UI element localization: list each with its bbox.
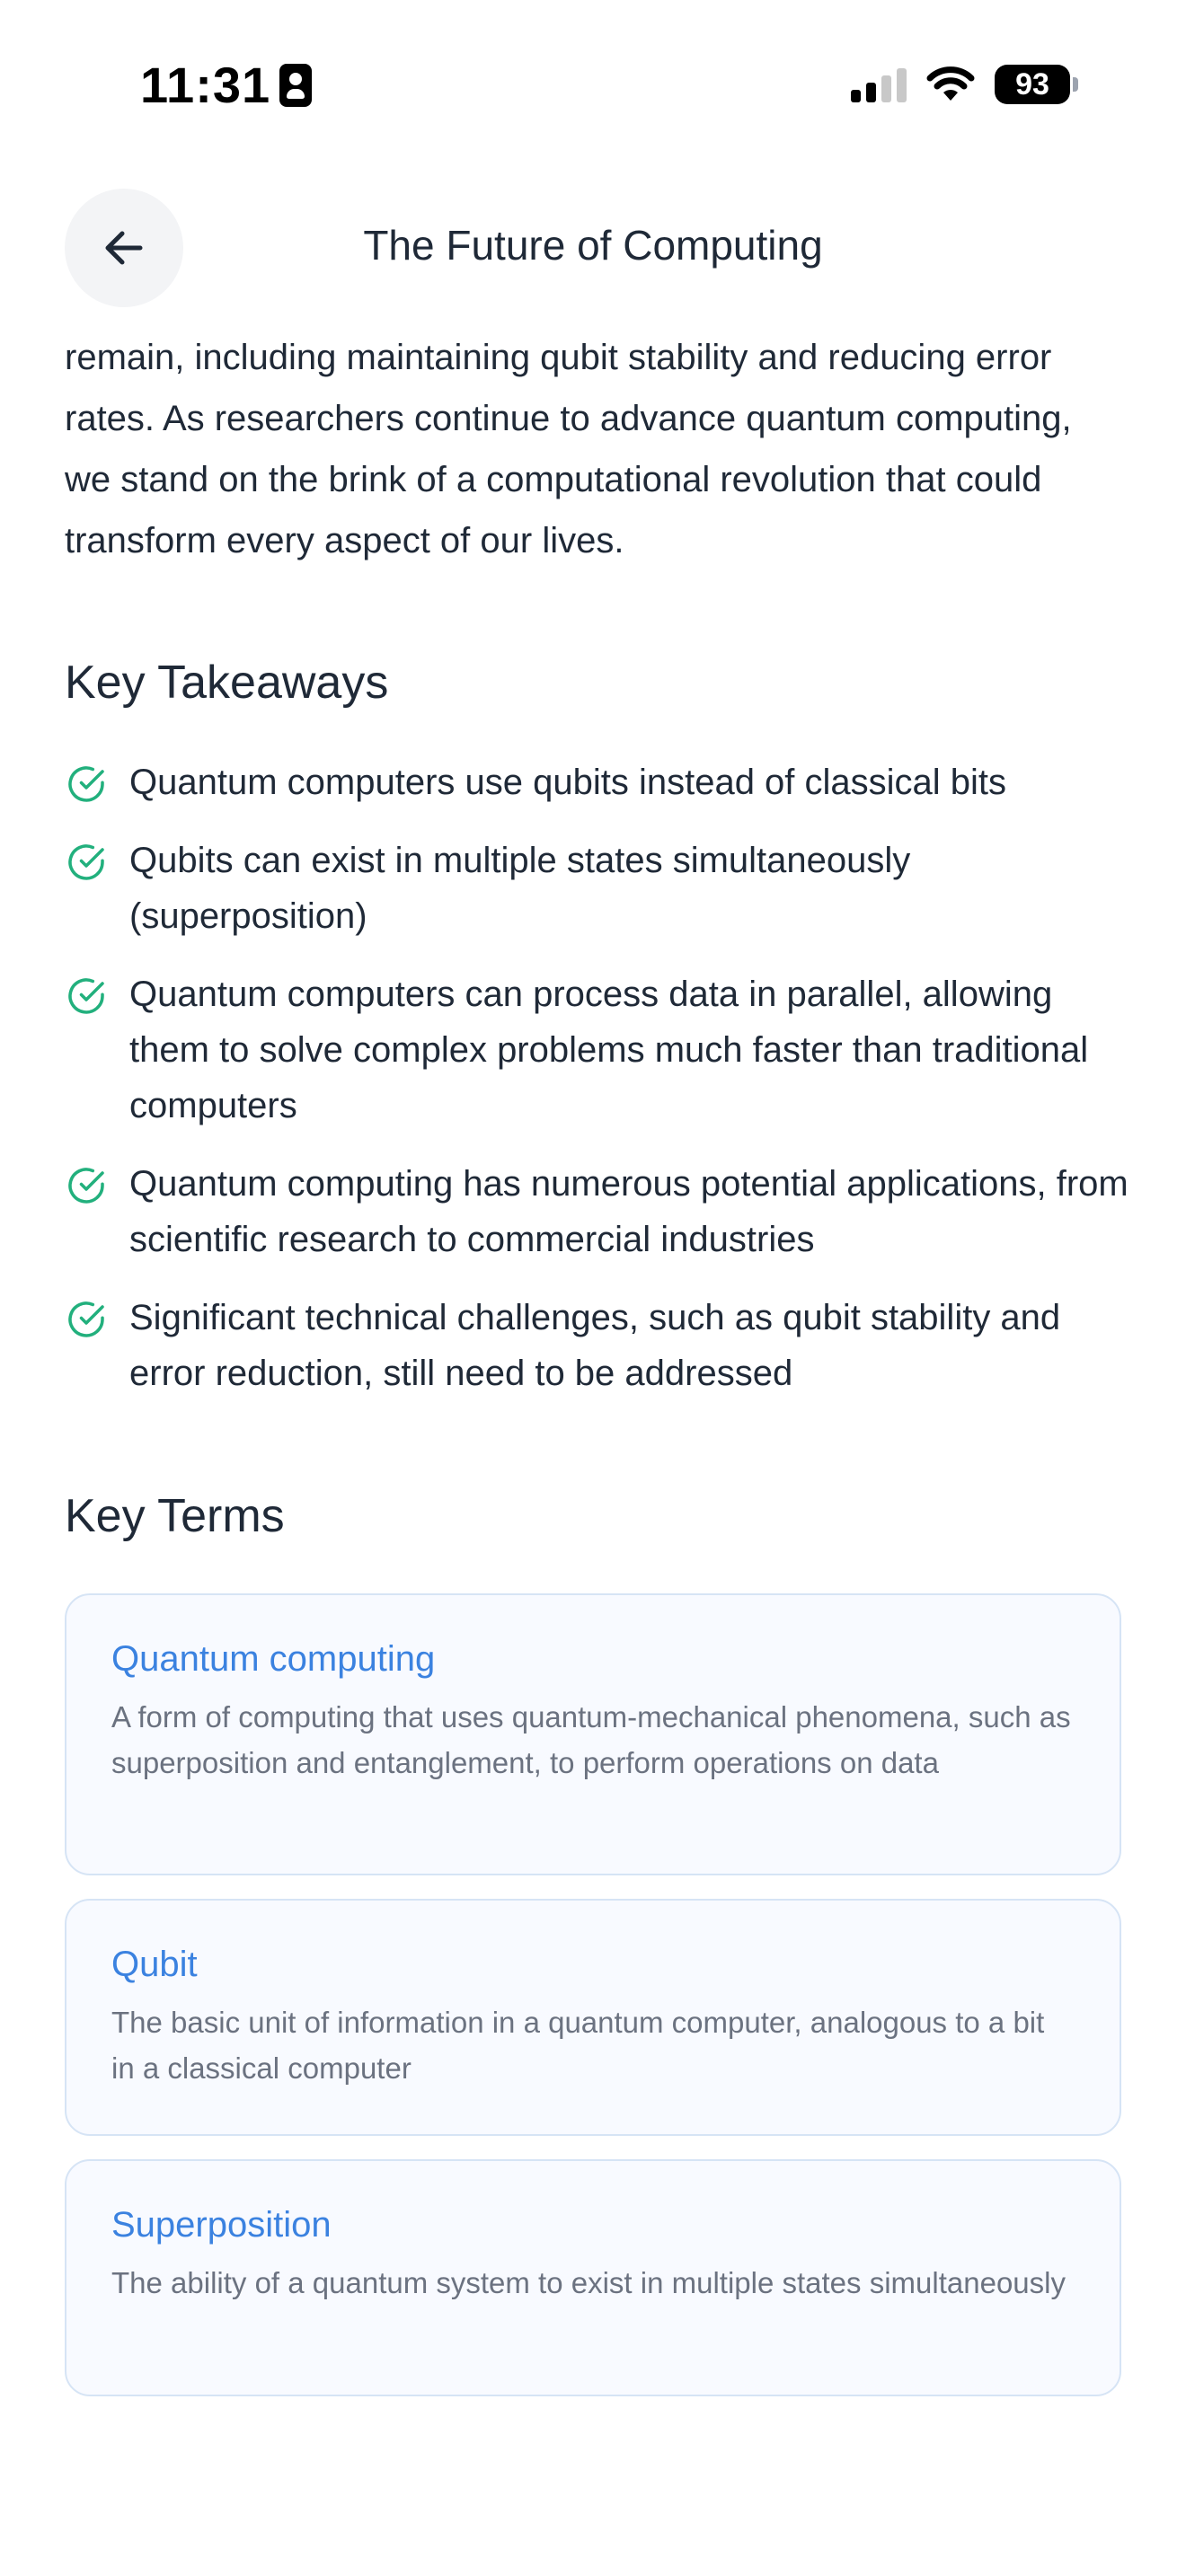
battery-tip	[1073, 77, 1078, 92]
term-title: Qubit	[111, 1945, 198, 1984]
article-body-text: remain, including maintaining qubit stability and reducing error rates. As researchers continue to advance quantum computing, we stand on the brink of a computational revolution that could transform every aspect of our lives.	[65, 338, 1072, 560]
page-title: The Future of Computing	[363, 222, 823, 269]
takeaway-text: Qubits can exist in multiple states simultaneously (superposition)	[129, 841, 911, 936]
battery-level: 93	[995, 65, 1070, 104]
takeaway-text: Quantum computers use qubits instead of classical bits	[129, 763, 1007, 802]
takeaway-item	[65, 1156, 1134, 1267]
term-card-superposition	[65, 2159, 1121, 2396]
status-time-text: 11:31	[140, 57, 271, 113]
term-title: Superposition	[111, 2205, 332, 2245]
status-bar	[0, 0, 1186, 171]
takeaway-text: Significant technical challenges, such as qubit stability and error reduction, still need to be addressed	[129, 1298, 1061, 1393]
check-circle-icon	[65, 1298, 108, 1341]
key-terms-heading: Key Terms	[65, 1490, 285, 1542]
check-circle-icon	[65, 1164, 108, 1207]
term-title: Quantum computing	[111, 1639, 436, 1679]
takeaway-item	[65, 966, 1134, 1134]
status-time	[140, 56, 312, 114]
check-circle-icon	[65, 975, 108, 1018]
cellular-signal-icon	[851, 66, 907, 102]
key-takeaways-heading: Key Takeaways	[65, 657, 389, 709]
check-circle-icon	[65, 763, 108, 806]
term-definition: The basic unit of information in a quantum computer, analogous to a bit in a classical computer	[111, 2006, 1045, 2085]
key-takeaways-list	[65, 754, 1134, 1424]
takeaway-item	[65, 833, 1134, 944]
term-card-qubit	[65, 1899, 1121, 2136]
focus-mode-icon	[279, 64, 312, 107]
term-definition: A form of computing that uses quantum-mechanical phenomena, such as superposition and entanglement, to perform operations on data	[111, 1700, 1071, 1779]
takeaway-item	[65, 1290, 1134, 1401]
takeaway-text: Quantum computers can process data in parallel, allowing them to solve complex problems much faster than traditional computers	[129, 975, 1089, 1125]
takeaway-item	[65, 754, 1134, 810]
status-indicators	[851, 65, 1078, 104]
term-definition: The ability of a quantum system to exist in multiple states simultaneously	[111, 2266, 1066, 2299]
wifi-icon	[926, 66, 975, 102]
term-card-quantum-computing	[65, 1593, 1121, 1875]
battery-icon	[995, 65, 1078, 104]
takeaway-text: Quantum computing has numerous potential applications, from scientific research to commercial industries	[129, 1164, 1128, 1259]
check-circle-icon	[65, 841, 108, 884]
